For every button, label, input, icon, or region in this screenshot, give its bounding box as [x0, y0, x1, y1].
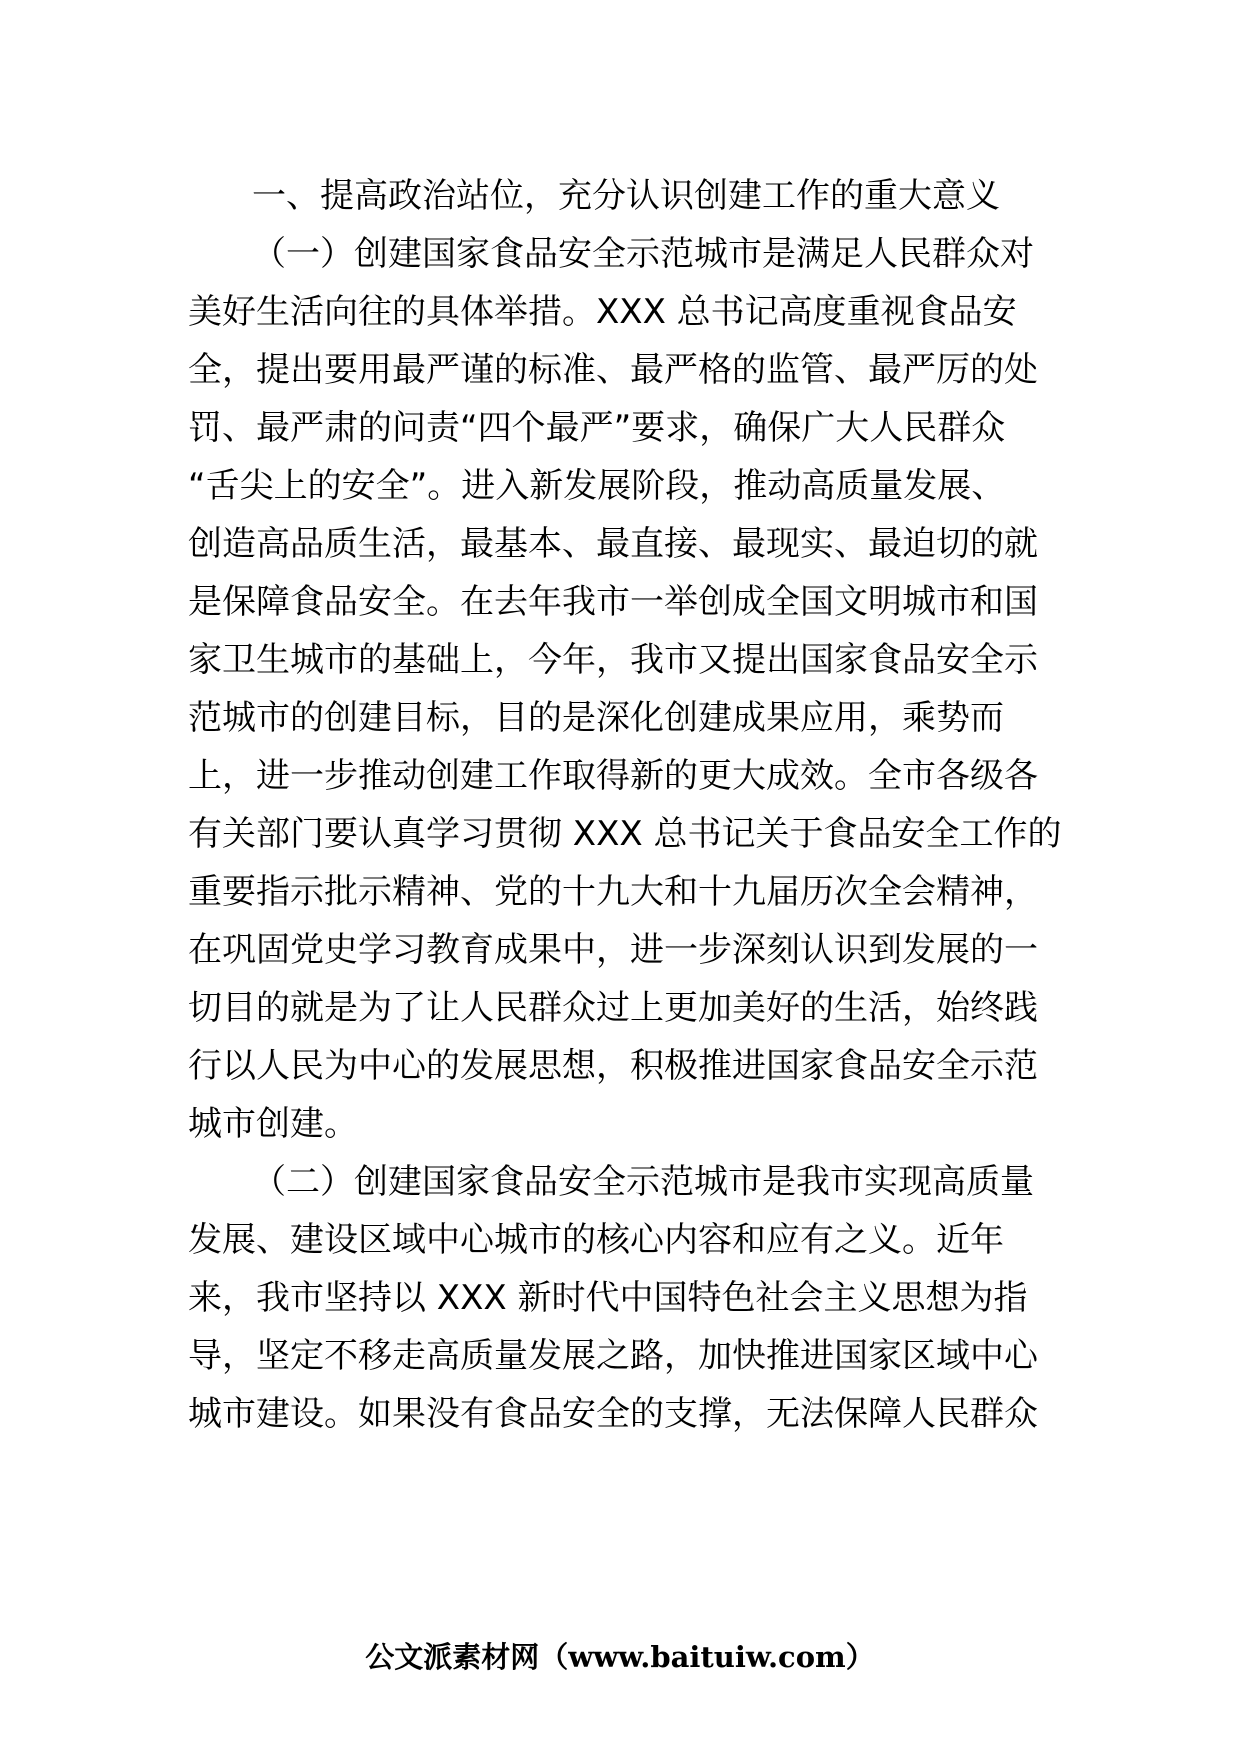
paragraph-line: 创造高品质生活，最基本、最直接、最现实、最迫切的就: [188, 524, 1038, 564]
paragraph-line: 范城市的创建目标，目的是深化创建成果应用，乘势而: [188, 698, 1004, 738]
paragraph-line: 罚、最严肃的问责“四个最严”要求，确保广大人民群众: [188, 408, 1006, 448]
paragraph-line: 城市建设。如果没有食品安全的支撑，无法保障人民群众: [188, 1394, 1038, 1434]
section-heading: 一、提高政治站位，充分认识创建工作的重大意义: [252, 176, 1000, 216]
paragraph-line: 导，坚定不移走高质量发展之路，加快推进国家区域中心: [188, 1336, 1038, 1376]
paragraph-line: “舌尖上的安全”。进入新发展阶段，推动高质量发展、: [188, 466, 1006, 506]
paragraph-line: 家卫生城市的基础上，今年，我市又提出国家食品安全示: [188, 640, 1038, 680]
paragraph-line: 城市创建。: [188, 1104, 358, 1144]
paragraph-line: （一）创建国家食品安全示范城市是满足人民群众对: [252, 234, 1034, 274]
paragraph-line: 有关部门要认真学习贯彻 XXX 总书记关于食品安全工作的: [188, 814, 1062, 854]
paragraph-line: 发展、建设区域中心城市的核心内容和应有之义。近年: [188, 1220, 1004, 1260]
paragraph-line: 在巩固党史学习教育成果中，进一步深刻认识到发展的一: [188, 930, 1038, 970]
paragraph-line: 切目的就是为了让人民群众过上更加美好的生活，始终践: [188, 988, 1038, 1028]
paragraph-line: 上，进一步推动创建工作取得新的更大成效。全市各级各: [188, 756, 1038, 796]
paragraph-line: 行以人民为中心的发展思想，积极推进国家食品安全示范: [188, 1046, 1038, 1086]
paragraph-line: 来，我市坚持以 XXX 新时代中国特色社会主义思想为指: [188, 1278, 1028, 1318]
page-footer: 公文派素材网（www.baituiw.com）: [365, 1640, 875, 1674]
paragraph-line: 美好生活向往的具体举措。XXX 总书记高度重视食品安: [188, 292, 1017, 332]
paragraph-line: 全，提出要用最严谨的标准、最严格的监管、最严厉的处: [188, 350, 1038, 390]
paragraph-line: （二）创建国家食品安全示范城市是我市实现高质量: [252, 1162, 1034, 1202]
paragraph-line: 是保障食品安全。在去年我市一举创成全国文明城市和国: [188, 582, 1038, 622]
paragraph-line: 重要指示批示精神、党的十九大和十九届历次全会精神，: [188, 872, 1038, 912]
